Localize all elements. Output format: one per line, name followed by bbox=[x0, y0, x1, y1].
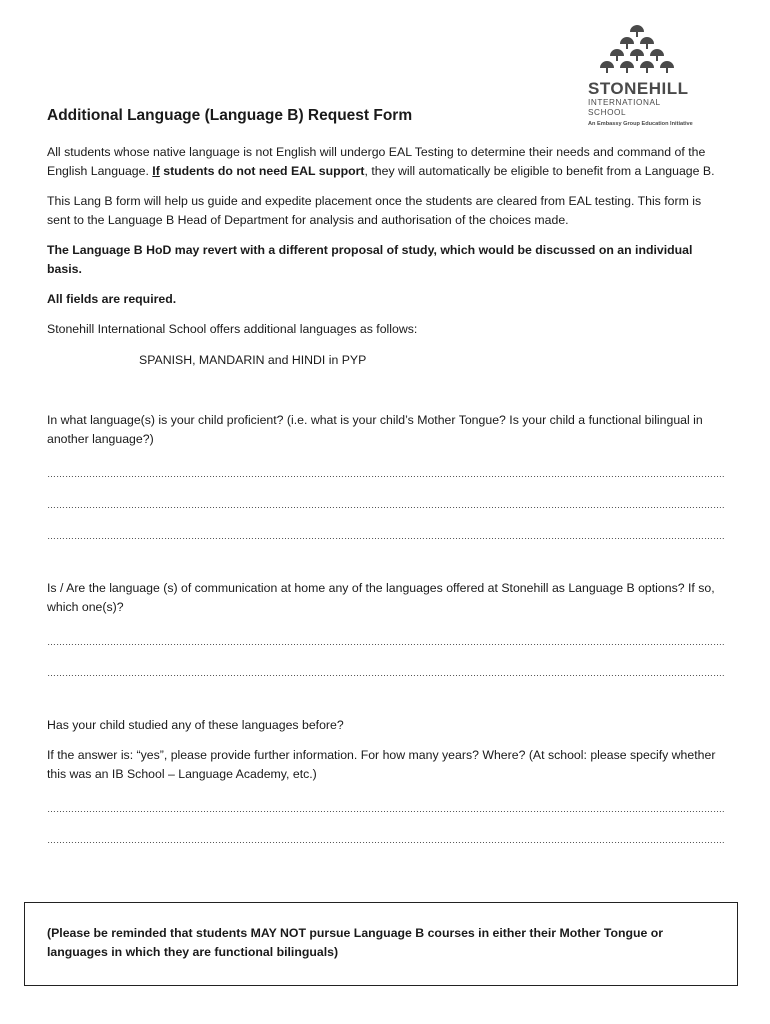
logo-name: STONEHILL bbox=[588, 79, 689, 98]
intro-paragraph-eal bbox=[47, 143, 727, 181]
logo-subtitle: INTERNATIONAL SCHOOL bbox=[588, 98, 661, 117]
intro-text-end: , they will automatically be eligible to benefit from a Language B. bbox=[364, 164, 715, 178]
answer-line-home-language-1[interactable]: ………………………………………………………………………………………………………………………………………………………………………………………………………. bbox=[47, 637, 725, 647]
offers-intro: Stonehill International School offers additional languages as follows: bbox=[47, 322, 418, 336]
question-studied-before: Has your child studied any of these languages before? bbox=[47, 718, 344, 732]
intro-bold-condition: students do not need EAL support bbox=[159, 164, 365, 178]
required-note: All fields are required. bbox=[47, 292, 177, 306]
reminder-box bbox=[24, 902, 738, 986]
hod-note: The Language B HoD may revert with a different proposal of study, which would be discussed on an individual basis. bbox=[47, 243, 693, 276]
answer-line-proficiency-2[interactable]: ………………………………………………………………………………………………………………………………………………………………………………………………………. bbox=[47, 500, 725, 510]
answer-line-proficiency-1[interactable]: ………………………………………………………………………………………………………………………………………………………………………………………………………. bbox=[47, 469, 725, 479]
reminder-text: (Please be reminded that students MAY NOT pursue Language B courses in either their Mother Tongue or languages in which they are functional bilinguals) bbox=[47, 926, 664, 959]
answer-line-proficiency-3[interactable]: ………………………………………………………………………………………………………………………………………………………………………………………………………. bbox=[47, 531, 725, 541]
question-proficiency: In what language(s) is your child proficient? (i.e. what is your child’s Mother Tongue? Is your child a functional bilingual in another language?) bbox=[47, 413, 703, 446]
answer-line-studied-1[interactable]: ………………………………………………………………………………………………………………………………………………………………………………………………………. bbox=[47, 804, 725, 814]
question-further-info: If the answer is: “yes”, please provide further information. For how many years? Where? (At school: please specify whether this was an IB School – Language Academy, etc.) bbox=[47, 748, 716, 781]
form-body bbox=[47, 105, 727, 865]
question-home-language: Is / Are the language (s) of communication at home any of the languages offered at Stonehill as Language B options? If so, which one(s)? bbox=[47, 581, 715, 614]
form-title: Additional Language (Language B) Request Form bbox=[47, 107, 413, 124]
logo-tagline: An Embassy Group Education Initiative bbox=[588, 121, 693, 127]
stonehill-logo-icon bbox=[594, 22, 680, 78]
offered-languages: SPANISH, MANDARIN and HINDI in PYP bbox=[139, 353, 367, 367]
intro-text-start: All students whose native language is not English will undergo EAL Testing to determine their needs and command of the English Language. bbox=[47, 145, 706, 178]
answer-line-studied-2[interactable]: ………………………………………………………………………………………………………………………………………………………………………………………………………. bbox=[47, 835, 725, 845]
intro-paragraph-purpose: This Lang B form will help us guide and expedite placement once the students are cleared from EAL testing. This form is sent to the Language B Head of Department for analysis and authorisation of the choices made. bbox=[47, 194, 702, 227]
answer-line-home-language-2[interactable]: ………………………………………………………………………………………………………………………………………………………………………………………………………. bbox=[47, 668, 725, 678]
intro-bold-if: If bbox=[152, 164, 160, 178]
